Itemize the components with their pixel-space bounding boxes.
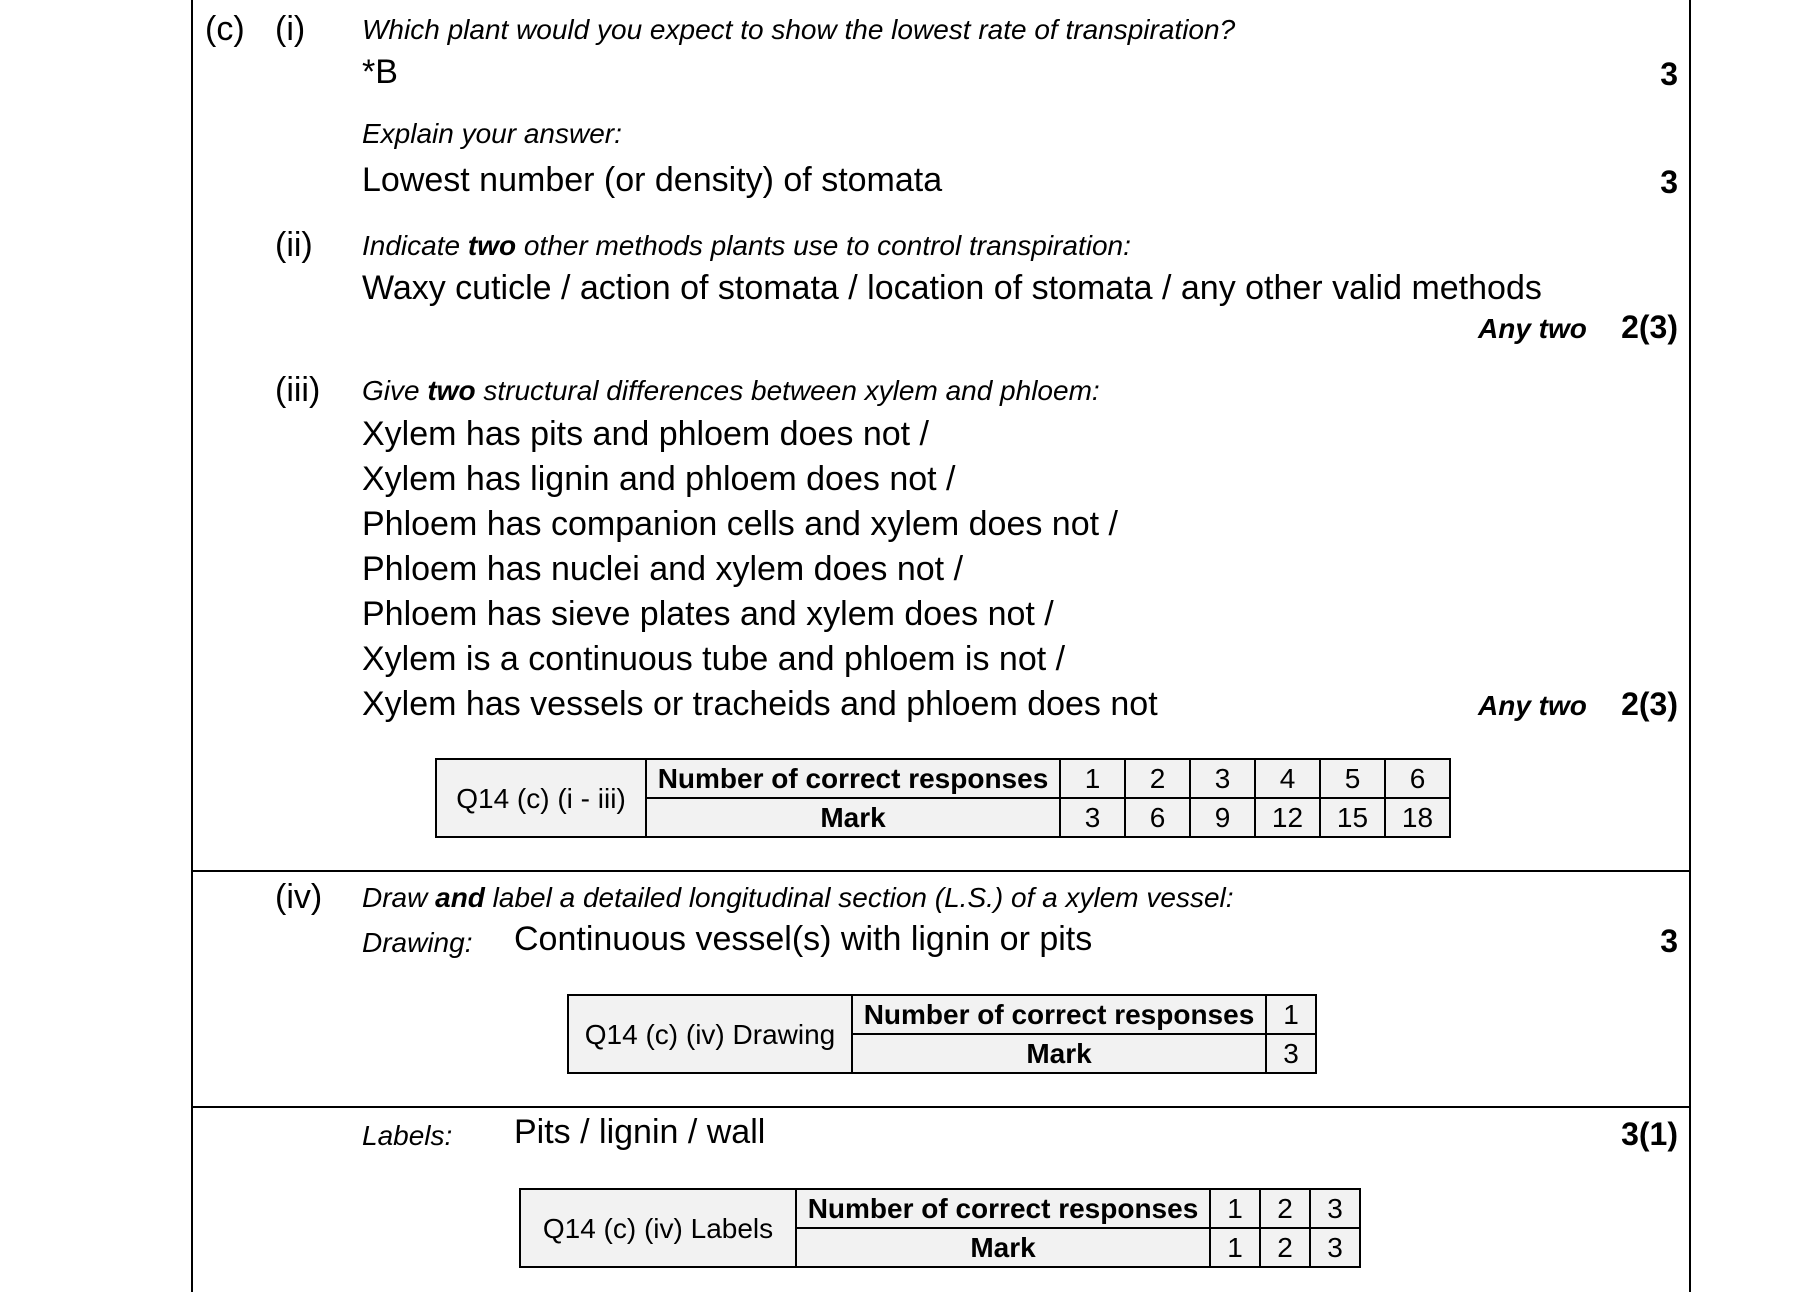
- divider-line-1: [191, 870, 1691, 872]
- part-iii-question: [362, 377, 1100, 405]
- part-iv-label: (iv): [275, 878, 323, 916]
- part-i-answer: *B: [362, 53, 398, 91]
- table1-mark-cell: 15: [1320, 798, 1385, 837]
- table1-responses-header: Number of correct responses: [646, 759, 1060, 798]
- table2-response-cell: 1: [1266, 995, 1316, 1034]
- part-ii-question-post: other methods plants use to control transpiration:: [516, 230, 1131, 261]
- table1-response-cell: 5: [1320, 759, 1385, 798]
- marking-table-i-iii: [435, 758, 1451, 838]
- part-ii-any-two: Any two: [1478, 313, 1587, 344]
- part-iv-question: [362, 884, 1234, 912]
- table1-mark-cell: 3: [1060, 798, 1125, 837]
- table1-response-cell: 3: [1190, 759, 1255, 798]
- table1-response-cell: 6: [1385, 759, 1450, 798]
- part-iii-mark: 2(3): [1621, 686, 1678, 722]
- marking-table-drawing: [567, 994, 1317, 1074]
- part-iii-answer-4: Phloem has nuclei and xylem does not /: [362, 550, 964, 588]
- part-iii-answer-7: Xylem has vessels or tracheids and phloem does not: [362, 685, 1158, 723]
- part-iii-any-two: Any two: [1478, 690, 1587, 721]
- table3-mark-cell: 2: [1260, 1228, 1310, 1267]
- table3-response-cell: 2: [1260, 1189, 1310, 1228]
- part-iv-question-bold: and: [435, 882, 485, 913]
- table2-mark-header: Mark: [852, 1034, 1266, 1073]
- part-i-explain-answer: Lowest number (or density) of stomata: [362, 161, 943, 199]
- part-iii-answer-5: Phloem has sieve plates and xylem does not /: [362, 595, 1054, 633]
- part-i-explain-mark: 3: [1660, 164, 1678, 200]
- part-ii-question-bold: two: [467, 230, 517, 261]
- table1-mark-cell: 12: [1255, 798, 1320, 837]
- labels-answer: Pits / lignin / wall: [514, 1113, 766, 1151]
- drawing-label: Drawing:: [362, 927, 473, 958]
- part-iii-answer-3: Phloem has companion cells and xylem does not /: [362, 505, 1118, 543]
- table1-response-cell: 2: [1125, 759, 1190, 798]
- labels-label: Labels:: [362, 1120, 453, 1151]
- table2-question-id: Q14 (c) (iv) Drawing: [568, 995, 852, 1073]
- table1-response-cell: 4: [1255, 759, 1320, 798]
- part-iii-label: (iii): [275, 371, 321, 409]
- drawing-answer: Continuous vessel(s) with lignin or pits: [514, 920, 1093, 958]
- part-i-mark: 3: [1660, 56, 1678, 92]
- part-i-label: (i): [275, 10, 306, 48]
- part-iii-question-pre: Give: [362, 375, 428, 406]
- table1-mark-cell: 6: [1125, 798, 1190, 837]
- part-iii-answer-2: Xylem has lignin and phloem does not /: [362, 460, 956, 498]
- part-i-explain-prompt: Explain your answer:: [362, 118, 622, 149]
- table2-responses-header: Number of correct responses: [852, 995, 1266, 1034]
- part-i-question: Which plant would you expect to show the lowest rate of transpiration?: [362, 14, 1236, 45]
- part-iv-question-post: label a detailed longitudinal section (L.S.) of a xylem vessel:: [484, 882, 1234, 913]
- table1-question-id: Q14 (c) (i - iii): [436, 759, 646, 837]
- left-border: [191, 0, 193, 1292]
- table3-mark-header: Mark: [796, 1228, 1210, 1267]
- part-ii-answer: Waxy cuticle / action of stomata / location of stomata / any other valid methods: [362, 269, 1542, 307]
- table2-mark-cell: 3: [1266, 1034, 1316, 1073]
- part-iii-question-post: structural differences between xylem and phloem:: [475, 375, 1100, 406]
- labels-mark: 3(1): [1621, 1116, 1678, 1152]
- table3-response-cell: 1: [1210, 1189, 1260, 1228]
- marking-table-labels: [519, 1188, 1361, 1268]
- table3-mark-cell: 1: [1210, 1228, 1260, 1267]
- table3-response-cell: 3: [1310, 1189, 1360, 1228]
- part-iii-answer-6: Xylem is a continuous tube and phloem is not /: [362, 640, 1066, 678]
- section-label-c: (c): [205, 10, 245, 48]
- part-ii-mark: 2(3): [1621, 309, 1678, 345]
- part-ii-question: [362, 232, 1131, 260]
- right-border: [1689, 0, 1691, 1292]
- table1-response-cell: 1: [1060, 759, 1125, 798]
- part-ii-question-pre: Indicate: [362, 230, 468, 261]
- table1-mark-cell: 18: [1385, 798, 1450, 837]
- part-iii-answer-1: Xylem has pits and phloem does not /: [362, 415, 929, 453]
- drawing-mark: 3: [1660, 923, 1678, 959]
- table1-mark-header: Mark: [646, 798, 1060, 837]
- table3-responses-header: Number of correct responses: [796, 1189, 1210, 1228]
- divider-line-2: [191, 1106, 1691, 1108]
- table3-mark-cell: 3: [1310, 1228, 1360, 1267]
- table1-mark-cell: 9: [1190, 798, 1255, 837]
- table3-question-id: Q14 (c) (iv) Labels: [520, 1189, 796, 1267]
- part-iv-question-pre: Draw: [362, 882, 436, 913]
- part-iii-question-bold: two: [427, 375, 476, 406]
- part-ii-label: (ii): [275, 226, 313, 264]
